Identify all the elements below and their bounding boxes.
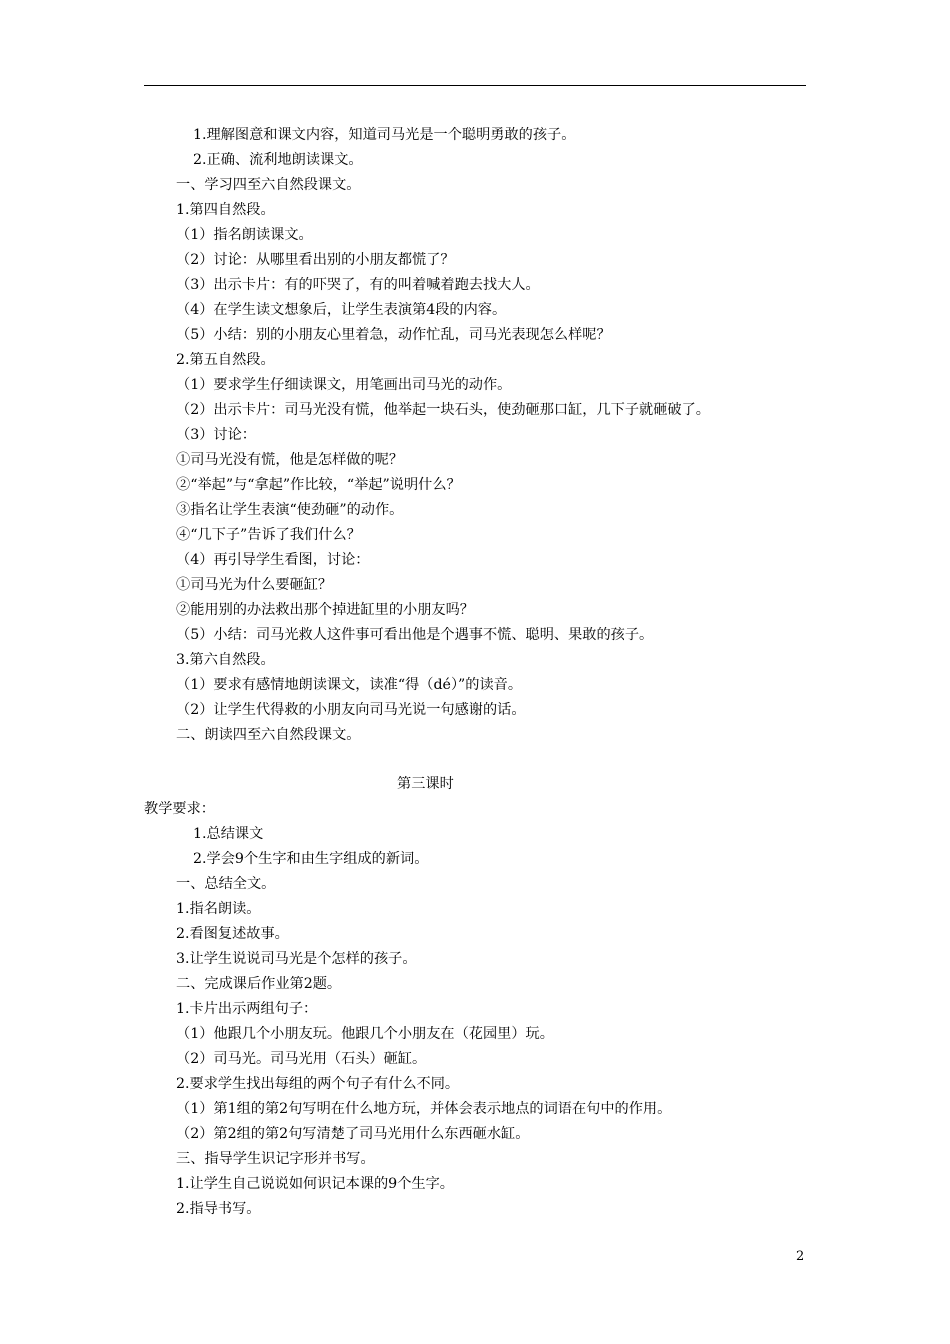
text-line: （2）讨论：从哪里看出别的小朋友都慌了？ — [176, 252, 455, 268]
text-line: 2.正确、流利地朗读课文。 — [193, 152, 363, 168]
text-line: 1.指名朗读。 — [176, 901, 261, 917]
text-line: ③指名让学生表演“使劲砸”的动作。 — [176, 502, 404, 518]
section-title: 第三课时 — [397, 776, 454, 792]
text-line: （1）要求有感情地朗读课文，读准“得（dé）”的读音。 — [176, 677, 523, 693]
text-line: （1）指名朗读课文。 — [176, 227, 313, 243]
text-line: （5）小结：别的小朋友心里着急，动作忙乱，司马光表现怎么样呢？ — [176, 327, 611, 343]
text-line: （1）要求学生仔细读课文，用笔画出司马光的动作。 — [176, 377, 512, 393]
text-line: 2.第五自然段。 — [176, 352, 275, 368]
text-line: 2.学会9个生字和由生字组成的新词。 — [193, 851, 429, 867]
text-line: 一、学习四至六自然段课文。 — [176, 177, 361, 193]
text-line: 1.第四自然段。 — [176, 202, 275, 218]
text-line: ①司马光为什么要砸缸？ — [176, 577, 333, 593]
text-line: 3.让学生说说司马光是个怎样的孩子。 — [176, 951, 417, 967]
text-line: 1.让学生自己说说如何识记本课的9个生字。 — [176, 1176, 454, 1192]
text-line: ④“几下子”告诉了我们什么？ — [176, 527, 361, 543]
text-line: ②“举起”与“拿起”作比较，“举起”说明什么？ — [176, 477, 461, 493]
text-line: 3.第六自然段。 — [176, 652, 275, 668]
text-line: （2）出示卡片：司马光没有慌，他举起一块石头，使劲砸那口缸，几下子就砸破了。 — [176, 402, 710, 418]
text-line: （1）第1组的第2句写明在什么地方玩，并体会表示地点的词语在句中的作用。 — [176, 1101, 672, 1117]
text-line: 1.卡片出示两组句子： — [176, 1001, 318, 1017]
text-line: （5）小结：司马光救人这件事可看出他是个遇事不慌、聪明、果敢的孩子。 — [176, 627, 654, 643]
text-line: 2.指导书写。 — [176, 1201, 261, 1217]
text-line: 1.总结课文 — [193, 826, 264, 842]
header-rule — [144, 85, 806, 86]
text-line: （1）他跟几个小朋友玩。他跟几个小朋友在（花园里）玩。 — [176, 1026, 554, 1042]
text-line: 二、完成课后作业第2题。 — [176, 976, 342, 992]
text-line: （3）出示卡片：有的吓哭了，有的叫着喊着跑去找大人。 — [176, 277, 540, 293]
text-line: （2）让学生代得救的小朋友向司马光说一句感谢的话。 — [176, 702, 526, 718]
text-line: ②能用别的办法救出那个掉进缸里的小朋友吗？ — [176, 602, 474, 618]
text-line: ①司马光没有慌，他是怎样做的呢？ — [176, 452, 404, 468]
text-line: 三、指导学生识记字形并书写。 — [176, 1151, 375, 1167]
text-line: （2）司马光。司马光用（石头）砸缸。 — [176, 1051, 427, 1067]
text-line: 1.理解图意和课文内容，知道司马光是一个聪明勇敢的孩子。 — [193, 127, 576, 143]
text-line: （4）在学生读文想象后，让学生表演第4段的内容。 — [176, 302, 507, 318]
text-line: 一、总结全文。 — [176, 876, 276, 892]
text-line: 2.要求学生找出每组的两个句子有什么不同。 — [176, 1076, 460, 1092]
text-line: （3）讨论： — [176, 427, 256, 443]
text-line: 2.看图复述故事。 — [176, 926, 289, 942]
page-number: 2 — [796, 1249, 805, 1264]
text-line: （2）第2组的第2句写清楚了司马光用什么东西砸水缸。 — [176, 1126, 530, 1142]
text-line: 二、朗读四至六自然段课文。 — [176, 727, 361, 743]
text-line: 教学要求： — [144, 801, 215, 817]
text-line: （4）再引导学生看图，讨论： — [176, 552, 370, 568]
